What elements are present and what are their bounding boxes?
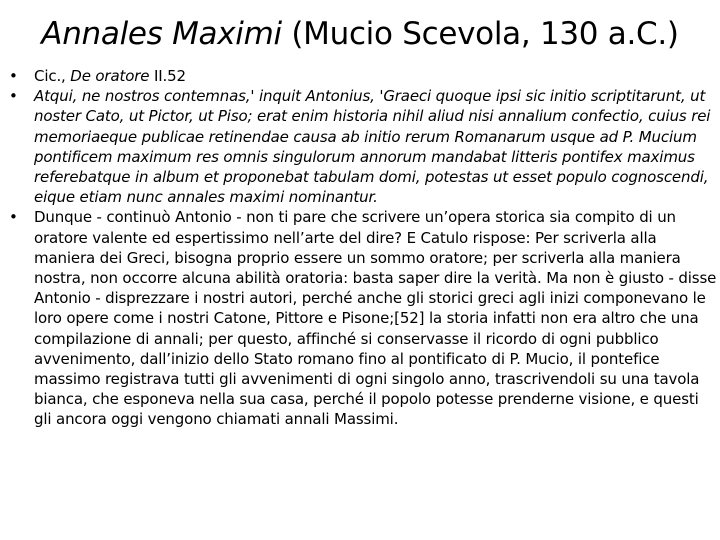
citation-suffix: II.52 — [149, 67, 186, 85]
bullet-citation — [6, 66, 718, 86]
bullet-point-icon: • — [9, 87, 18, 106]
slide-title — [0, 14, 720, 54]
bullet-italian-translation — [6, 207, 718, 429]
bullet-list — [6, 66, 718, 430]
citation-work-title: De oratore — [70, 67, 150, 85]
slide-title-italic: Annales Maximi — [41, 16, 282, 52]
latin-quote-text: Atqui, ne nostros contemnas,' inquit Antonius, 'Graeci quoque ipsi sic initio scriptitarunt, ut noster Cato, ut Pictor, ut Piso; erat enim historia nihil aliud nisi annalium confectio, cuius rei memoriaeque publicae retinendae causa ab initio rerum Romanarum usque ad P. Mucium pontificem maximum res omnis singulorum annorum mandabat litteris pontifex maximus referebatque in album et proponebat tabulam domi, potestas ut esset populo cognoscendi, eique etiam nunc annales maximi nominantur. — [34, 87, 711, 207]
bullet-point-icon: • — [9, 208, 18, 227]
citation-prefix: Cic., — [34, 67, 71, 85]
bullet-point-icon: • — [9, 67, 18, 85]
bullet-latin-quote — [6, 86, 718, 207]
slide-title-rest: (Mucio Scevola, 130 a.C.) — [281, 16, 679, 52]
citation-text — [34, 67, 186, 85]
italian-translation-text: Dunque - continuò Antonio - non ti pare che scrivere un’opera storica sia compito di un oratore valente ed espertissimo nell’arte del dire? E Catulo rispose: Per scriverla alla maniera dei Greci, bisogna proprio essere un sommo oratore; per scriverla alla maniera nostra, non occorre alcuna abilità oratoria: basta saper dire la verità. Ma non è giusto - disse Antonio - disprezzare i nostri autori, perché anche gli storici greci agli inizi componevano le loro opere come i nostri Catone, Pittore e Pisone;[52] la storia infatti non era altro che una compilazione di annali; per questo, affinché si conservasse il ricordo di ogni pubblico avvenimento, dall’inizio dello Stato romano fino al pontificato di P. Mucio, il pontefice massimo registrava tutti gli avvenimenti di ogni singolo anno, trascrivendoli su una tavola bianca, che esponeva nella sua casa, perché il popolo potesse prenderne visione, e questi gli ancora oggi vengono chiamati annali Massimi. — [34, 208, 717, 429]
